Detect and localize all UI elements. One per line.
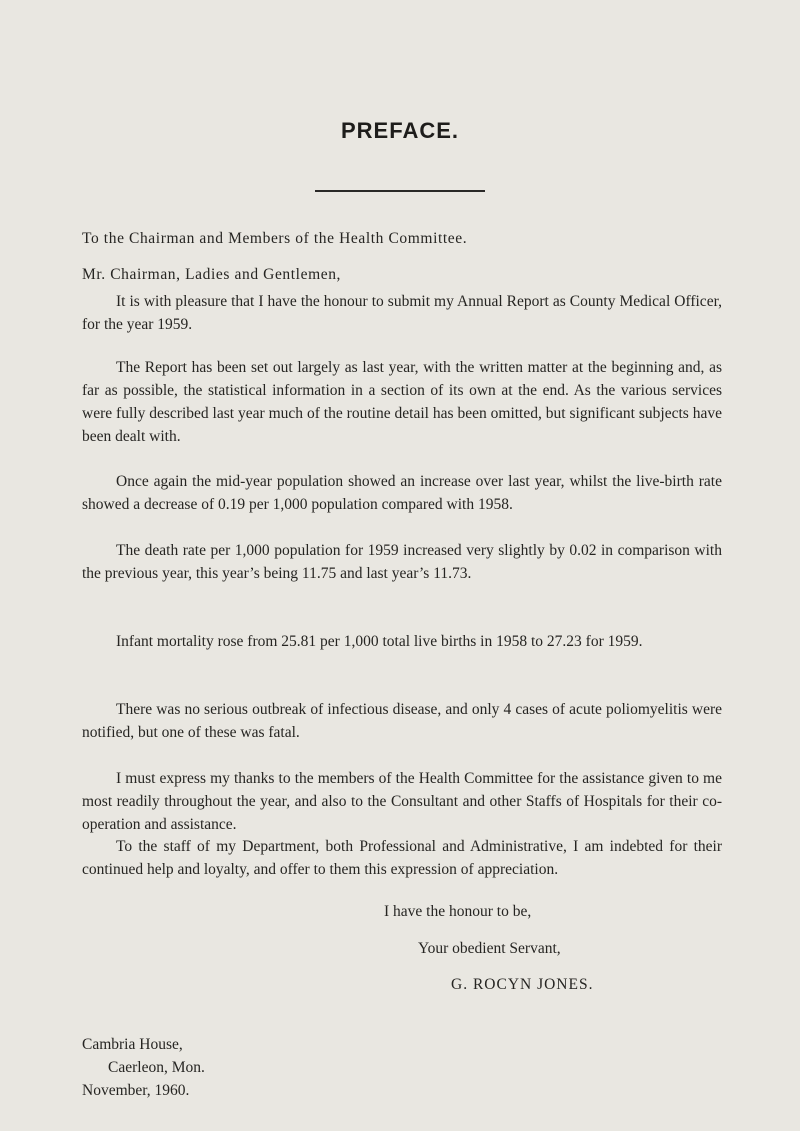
signature-name: G. ROCYN JONES. <box>451 976 594 993</box>
paragraph-intro <box>82 290 722 336</box>
paragraph-infectious-disease <box>82 698 722 744</box>
title-divider <box>315 190 485 192</box>
page-title: PREFACE. <box>340 118 460 143</box>
paragraph-text: There was no serious outbreak of infectious disease, and only 4 cases of acute poliomyelitis were notified, but one of these was fatal. <box>82 701 722 741</box>
paragraph-text: Infant mortality rose from 25.81 per 1,000 total live births in 1958 to 27.23 for 1959. <box>116 633 643 650</box>
paragraph-text: The Report has been set out largely as last year, with the written matter at the beginning and, as far as possible, the statistical information in a section of its own at the end. As the various services were fully described last year much of the routine detail has been omitted, but significant subjects have been dealt with. <box>82 359 722 445</box>
paragraph-infant-mortality <box>82 630 722 653</box>
closing-line: I have the honour to be, <box>384 903 532 920</box>
paragraph-death-rate <box>82 539 722 585</box>
greeting-line: Mr. Chairman, Ladies and Gentlemen, <box>82 266 342 283</box>
addressee-line: To the Chairman and Members of the Health Committee. <box>82 230 468 247</box>
paragraph-text: To the staff of my Department, both Professional and Administrative, I am indebted for their continued help and loyalty, and offer to them this expression of appreciation. <box>82 838 722 878</box>
valediction-line: Your obedient Servant, <box>418 940 561 957</box>
address-date: November, 1960. <box>82 1082 190 1099</box>
paragraph-report-layout <box>82 356 722 448</box>
paragraph-population <box>82 470 722 516</box>
paragraph-text: It is with pleasure that I have the honour to submit my Annual Report as County Medical Officer, for the year 1959. <box>82 293 722 333</box>
paragraph-text: The death rate per 1,000 population for 1959 increased very slightly by 0.02 in comparison with the previous year, this year’s being 11.75 and last year’s 11.73. <box>82 542 722 582</box>
paragraph-text: I must express my thanks to the members of the Health Committee for the assistance given to me most readily throughout the year, and also to the Consultant and other Staffs of Hospitals for their co-operation and assistance. <box>82 770 722 833</box>
address-line-1: Cambria House, <box>82 1036 183 1053</box>
paragraph-thanks-staff <box>82 835 722 881</box>
paragraph-thanks-committee <box>82 767 722 836</box>
paragraph-text: Once again the mid-year population showed an increase over last year, whilst the live-birth rate showed a decrease of 0.19 per 1,000 population compared with 1958. <box>82 473 722 513</box>
address-line-2: Caerleon, Mon. <box>108 1059 205 1076</box>
